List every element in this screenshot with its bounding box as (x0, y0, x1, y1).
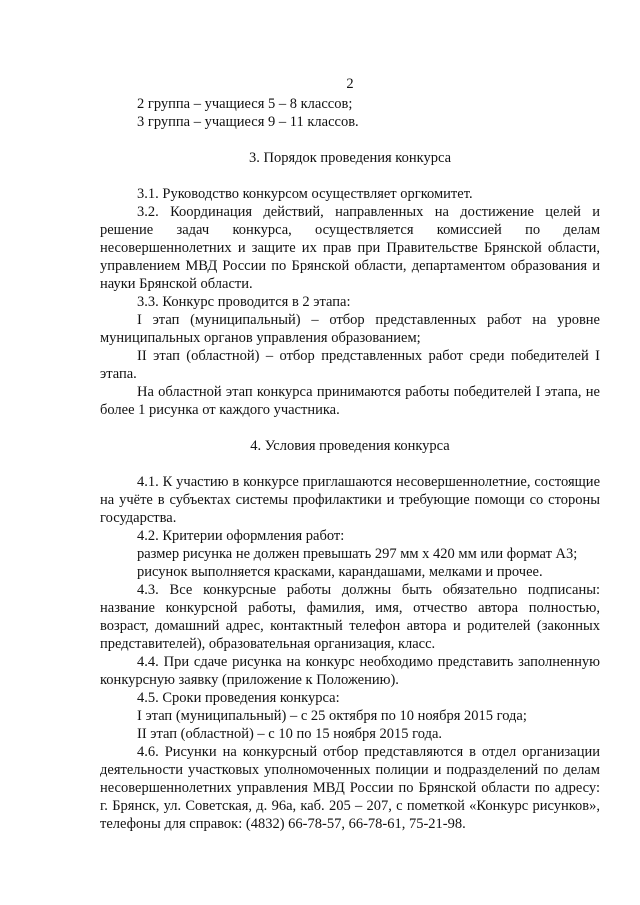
page-number: 2 (346, 76, 354, 92)
paragraph-3-1: 3.1. Руководство конкурсом осуществляет оргкомитет. (137, 186, 473, 202)
paragraph-stage-2: II этап (областной) – отбор представленных работ среди победителей I этапа. (100, 348, 600, 382)
paragraph-4-3: 4.3. Все конкурсные работы должны быть обязательно подписаны: название конкурсной работы, фамилия, имя, отчество автора полностью, возраст, домашний адрес, контактный телефон автора и родителей (законных представителей), образовательная организация, класс. (100, 582, 600, 652)
document-body (100, 95, 600, 833)
paragraph-stage-1-dates: I этап (муниципальный) – с 25 октября по 10 ноября 2015 года; (137, 708, 527, 724)
paragraph-regional-stage: На областной этап конкурса принимаются работы победителей I этапа, не более 1 рисунка от каждого участника. (100, 384, 600, 418)
paragraph-3-3: 3.3. Конкурс проводится в 2 этапа: (137, 294, 351, 310)
paragraph-stage-1: I этап (муниципальный) – отбор представленных работ на уровне муниципальных органов управления образованием; (100, 312, 600, 346)
paragraph-4-4: 4.4. При сдаче рисунка на конкурс необходимо представить заполненную конкурсную заявку (приложение к Положению). (100, 654, 600, 688)
section-3-heading: 3. Порядок проведения конкурса (248, 150, 452, 166)
paragraph-4-5: 4.5. Сроки проведения конкурса: (137, 690, 340, 706)
paragraph-medium-criterion: рисунок выполняется красками, карандашами, мелками и прочее. (137, 564, 543, 580)
paragraph-4-6: 4.6. Рисунки на конкурсный отбор представляются в отдел организации деятельности участковых уполномоченных полиции и подразделений по делам несовершеннолетних управления МВД России по Брянской области по адресу: г. Брянск, ул. Советская, д. 96а, каб. 205 – 207, с пометкой «Конкурс рисунков», телефоны для справок: (4832) 66-78-57, 66-78-61, 75-21-98. (100, 744, 600, 832)
group-2-line: 2 группа – учащиеся 5 – 8 классов; (137, 96, 353, 112)
paragraph-3-2: 3.2. Координация действий, направленных на достижение целей и решение задач конкурса, осуществляется комиссией по делам несовершеннолетних и защите их прав при Правительстве Брянской области, управлением МВД России по Брянской области, департаментом образования и науки Брянской области. (100, 204, 600, 292)
document-page (100, 0, 600, 905)
group-3-line: 3 группа – учащиеся 9 – 11 классов. (137, 114, 359, 130)
section-4-heading: 4. Условия проведения конкурса (250, 438, 450, 454)
paragraph-4-2: 4.2. Критерии оформления работ: (137, 528, 345, 544)
paragraph-4-1: 4.1. К участию в конкурсе приглашаются несовершеннолетние, состоящие на учёте в субъектах системы профилактики и требующие помощи со стороны государства. (100, 474, 600, 526)
paragraph-size-criterion: размер рисунка не должен превышать 297 мм х 420 мм или формат А3; (137, 546, 578, 562)
paragraph-stage-2-dates: II этап (областной) – с 10 по 15 ноября 2015 года. (137, 726, 443, 742)
